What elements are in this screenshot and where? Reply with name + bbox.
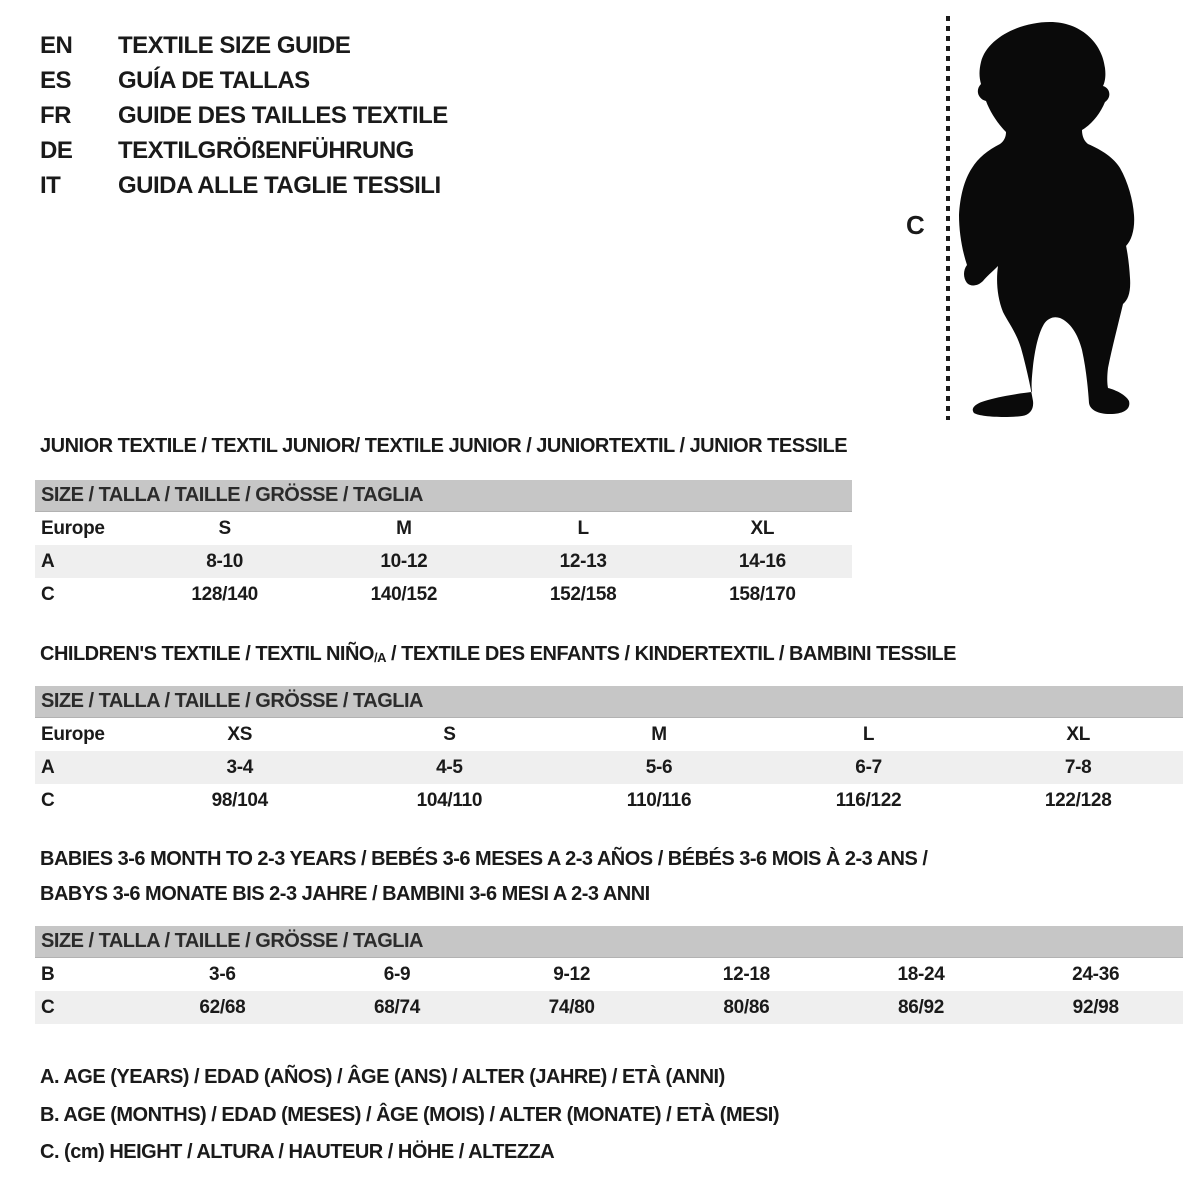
age-value: 10-12 xyxy=(380,550,428,572)
age-value: 12-13 xyxy=(559,550,607,572)
height-value: 98/104 xyxy=(211,789,268,811)
age-value: 5-6 xyxy=(645,756,673,778)
language-row-en xyxy=(40,28,448,63)
junior-size-table xyxy=(35,512,852,611)
height-value: 122/128 xyxy=(1044,789,1112,811)
table-row xyxy=(35,512,852,545)
table-row xyxy=(35,958,1183,991)
language-row-es xyxy=(40,63,448,98)
height-value: 92/98 xyxy=(1072,996,1119,1018)
legend-line-c: C. (cm) HEIGHT / ALTURA / HAUTEUR / HÖHE / ALTEZZA xyxy=(40,1141,555,1163)
height-measure-label: C xyxy=(906,210,925,240)
table-row xyxy=(35,751,1183,784)
children-size-header-label: SIZE / TALLA / TAILLE / GRÖSSE / TAGLIA xyxy=(41,690,423,712)
junior-size-header-label: SIZE / TALLA / TAILLE / GRÖSSE / TAGLIA xyxy=(41,484,423,506)
height-value: 86/92 xyxy=(898,996,945,1018)
row-label: C xyxy=(41,996,55,1018)
row-label: A xyxy=(41,756,55,778)
size-value: M xyxy=(396,517,412,539)
babies-size-header-label: SIZE / TALLA / TAILLE / GRÖSSE / TAGLIA xyxy=(41,930,423,952)
size-value: S xyxy=(218,517,231,539)
legend-line-b: B. AGE (MONTHS) / EDAD (MESES) / ÂGE (MOIS) / ALTER (MONATE) / ETÀ (MESI) xyxy=(40,1104,780,1126)
age-months-value: 3-6 xyxy=(209,963,236,985)
junior-size-header-bar xyxy=(35,480,852,512)
children-title-part1: CHILDREN'S TEXTILE / TEXTIL NIÑO xyxy=(40,643,374,665)
row-label: B xyxy=(41,963,55,985)
age-months-value: 9-12 xyxy=(553,963,591,985)
age-value: 4-5 xyxy=(436,756,463,778)
height-value: 116/122 xyxy=(835,789,902,811)
row-label: A xyxy=(41,550,55,572)
size-value: L xyxy=(577,517,589,539)
row-label: Europe xyxy=(41,723,105,745)
language-code: ES xyxy=(40,66,72,94)
table-row xyxy=(35,991,1183,1024)
babies-size-header-bar xyxy=(35,926,1183,958)
toddler-silhouette xyxy=(950,10,1150,425)
age-months-value: 24-36 xyxy=(1072,963,1120,985)
age-value: 14-16 xyxy=(738,550,786,572)
height-value: 62/68 xyxy=(199,996,246,1018)
guide-title-fr: GUIDE DES TAILLES TEXTILE xyxy=(118,101,448,129)
age-value: 6-7 xyxy=(855,756,882,778)
age-months-value: 12-18 xyxy=(722,963,770,985)
table-row xyxy=(35,578,852,611)
babies-size-table xyxy=(35,958,1183,1024)
babies-section-title-line1: BABIES 3-6 MONTH TO 2-3 YEARS / BEBÉS 3-6 MESES A 2-3 AÑOS / BÉBÉS 3-6 MOIS À 2-3 ANS / xyxy=(40,848,928,870)
size-value: M xyxy=(651,723,667,745)
children-size-header-bar xyxy=(35,686,1183,718)
table-row xyxy=(35,784,1183,817)
junior-section-title: JUNIOR TEXTILE / TEXTIL JUNIOR/ TEXTILE JUNIOR / JUNIORTEXTIL / JUNIOR TESSILE xyxy=(40,435,848,457)
children-section-title xyxy=(40,643,956,666)
height-value: 68/74 xyxy=(373,996,421,1018)
height-value: 140/152 xyxy=(370,583,438,605)
language-row-it xyxy=(40,168,448,203)
language-row-de xyxy=(40,133,448,168)
age-value: 7-8 xyxy=(1064,756,1092,778)
guide-title-en: TEXTILE SIZE GUIDE xyxy=(118,31,351,59)
row-label: Europe xyxy=(41,517,105,539)
language-code: DE xyxy=(40,136,73,164)
height-value: 128/140 xyxy=(191,583,258,605)
guide-title-de: TEXTILGRÖßENFÜHRUNG xyxy=(118,136,414,164)
height-value: 74/80 xyxy=(548,996,595,1018)
size-value: XL xyxy=(1066,723,1091,745)
legend-line-a: A. AGE (YEARS) / EDAD (AÑOS) / ÂGE (ANS) / ALTER (JAHRE) / ETÀ (ANNI) xyxy=(40,1066,725,1088)
height-value: 158/170 xyxy=(729,583,796,605)
age-value: 3-4 xyxy=(226,756,254,778)
language-code: FR xyxy=(40,101,71,129)
size-value: XS xyxy=(227,723,253,745)
row-label: C xyxy=(41,583,55,605)
size-value: XL xyxy=(750,517,775,539)
height-value: 104/110 xyxy=(416,789,483,811)
language-row-fr xyxy=(40,98,448,133)
language-code: IT xyxy=(40,171,61,199)
guide-title-es: GUÍA DE TALLAS xyxy=(118,66,310,94)
table-row xyxy=(35,545,852,578)
age-months-value: 18-24 xyxy=(897,963,945,985)
height-value: 152/158 xyxy=(549,583,617,605)
size-value: L xyxy=(862,723,875,745)
table-row xyxy=(35,718,1183,751)
children-title-part2: / TEXTILE DES ENFANTS / KINDERTEXTIL / BAMBINI TESSILE xyxy=(385,643,956,665)
language-title-list xyxy=(40,28,448,203)
height-value: 80/86 xyxy=(723,996,770,1018)
children-size-table xyxy=(35,718,1183,817)
size-value: S xyxy=(443,723,456,745)
height-value: 110/116 xyxy=(626,789,692,811)
row-label: C xyxy=(41,789,55,811)
language-code: EN xyxy=(40,31,73,59)
age-value: 8-10 xyxy=(206,550,244,572)
guide-title-it: GUIDA ALLE TAGLIE TESSILI xyxy=(118,171,441,199)
babies-section-title-line2: BABYS 3-6 MONATE BIS 2-3 JAHRE / BAMBINI 3-6 MESI A 2-3 ANNI xyxy=(40,883,650,905)
age-months-value: 6-9 xyxy=(383,963,411,985)
children-title-sub: /A xyxy=(373,650,386,665)
